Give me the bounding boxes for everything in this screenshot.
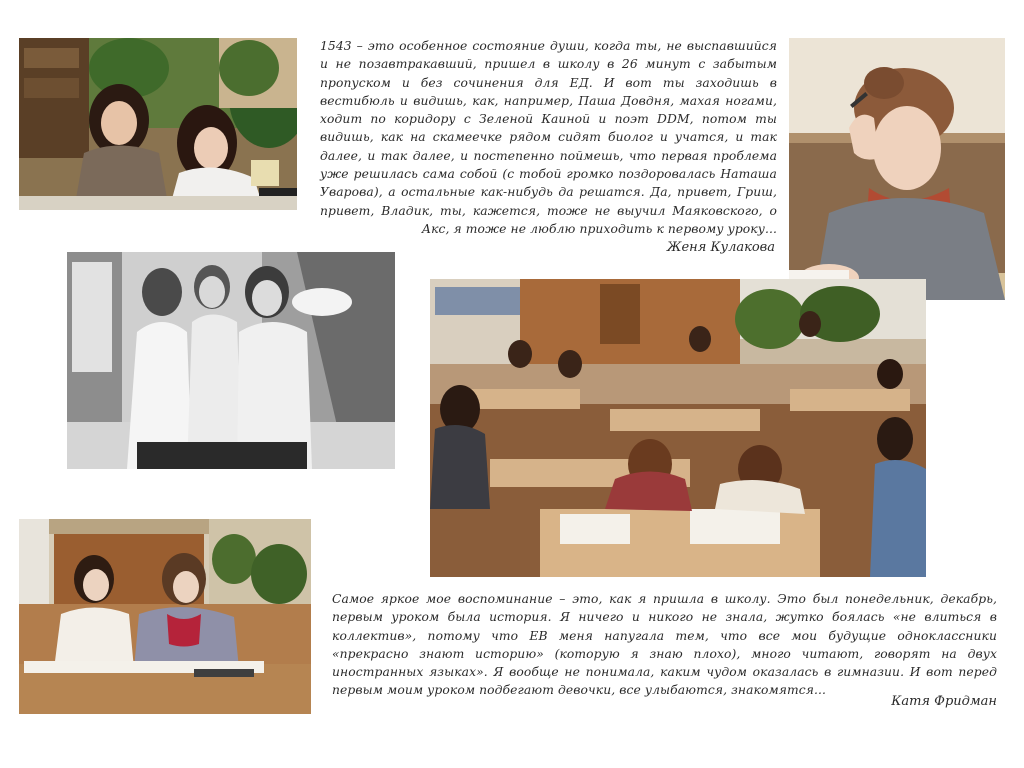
photo-three-girls-bw [67, 252, 395, 469]
memory-quote-top: 1543 – это особенное состояние души, когда ты, не выспавшийся и не позавтракавший, пришел в школу в 26 минут с забытым пропуском и без сочинения для ЕД. И вот ты заходишь в вестибюль и видишь, как, например, Паша Довдня, махая ногами, ходит по коридору с Зеленой Каиной и поэт DDM, потом ты видишь, как на скамеечке рядом сидят биолог и учатся, и так далее, и так далее, и постепенно поймешь, что первая проблема уже решилась сама собой (с тобой громко поздоровалась Наташа Уварова), а остальные как-нибудь да решатся. Да, привет, Гриш, привет, Владик, ты, кажется, тоже не выучил Маяковского, о Акс, я тоже не люблю приходить к первому уроку... [320, 39, 777, 236]
quote-author-bottom: Катя Фридман [891, 694, 997, 709]
quote-author-top: Женя Кулакова [666, 240, 775, 255]
photo-classroom-exam [430, 279, 926, 577]
photo-tired-student [789, 38, 1005, 300]
photo-girls-in-class [19, 519, 311, 714]
memory-quote-bottom: Самое яркое мое воспоминание – это, как я пришла в школу. Это был понедельник, декабрь, первым уроком была история. Я ничего и никого не знала, жутко боялась «не влиться в коллектив», потому что ЕВ меня напугала тем, что все мои будущие одноклассники «прекрасно знают историю» (которую я знаю плохо), много читают, говорят на двух иностранных языках». Я вообще не понимала, каким чудом оказалась в гимназии. И вот перед первым моим уроком подбегают девочки, все улыбаются, знакомятся... [332, 592, 997, 698]
photo-students-yawning [19, 38, 297, 210]
